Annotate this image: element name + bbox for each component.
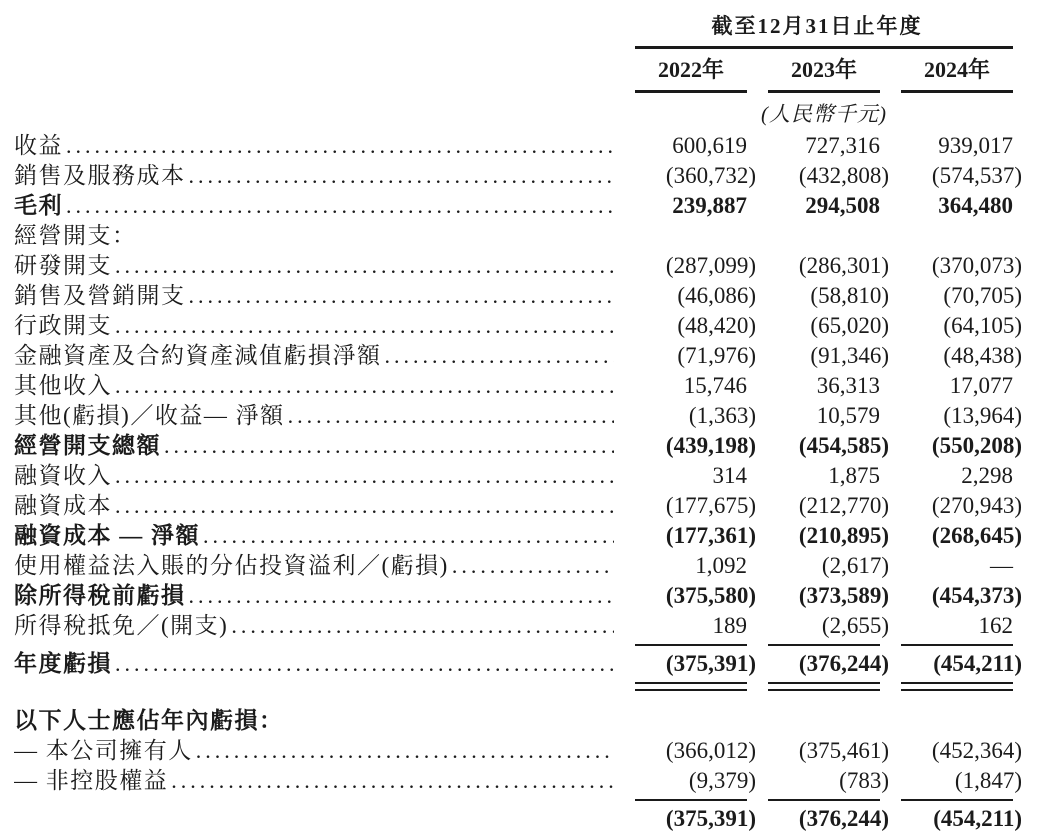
- row-value: (454,211): [933, 806, 1022, 831]
- row-label-text: 銷售及服務成本: [14, 163, 186, 188]
- row-value: (366,012): [665, 738, 756, 763]
- label-column-spacer: [14, 49, 614, 93]
- table-row: [14, 281, 1022, 311]
- row-value: (177,675): [665, 493, 756, 518]
- double-rule: [635, 682, 747, 691]
- row-value: (13,964): [943, 403, 1022, 428]
- row-label: [14, 461, 614, 491]
- dot-leader: [112, 461, 614, 491]
- row-label: [14, 581, 614, 611]
- row-value: (48,438): [943, 343, 1022, 368]
- dot-leader: [186, 161, 615, 191]
- row-label: [14, 341, 614, 371]
- row-value: 1,092: [695, 553, 747, 578]
- row-value: (177,361): [665, 523, 756, 548]
- row-value: (375,580): [665, 583, 756, 608]
- row-value: (373,589): [798, 583, 889, 608]
- row-label-text: — 非控股權益: [14, 768, 169, 793]
- row-value: (58,810): [810, 283, 889, 308]
- dot-leader: [112, 311, 614, 341]
- year-column-2022: 2022年: [635, 49, 747, 93]
- row-value: (286,301): [798, 253, 889, 278]
- row-value: (432,808): [798, 163, 889, 188]
- row-value: 2,298: [961, 463, 1013, 488]
- row-value: (46,086): [677, 283, 756, 308]
- row-value: (48,420): [677, 313, 756, 338]
- currency-note: (人民幣千元): [761, 102, 887, 126]
- dot-leader: [112, 251, 614, 281]
- row-label-text: 收益: [14, 133, 63, 158]
- dot-leader: [63, 131, 614, 161]
- dot-leader: [200, 521, 614, 551]
- row-label-text: 使用權益法入賬的分佔投資溢利／(虧損): [14, 553, 449, 578]
- row-value: (370,073): [931, 253, 1022, 278]
- dot-leader: [186, 581, 615, 611]
- row-value: 10,579: [816, 403, 880, 428]
- row-value: (1,363): [688, 403, 756, 428]
- dot-leader: [168, 766, 614, 796]
- dot-leader: [193, 736, 614, 766]
- row-label-text: 毛利: [14, 193, 63, 218]
- row-value: (64,105): [943, 313, 1022, 338]
- row-label-text: 行政開支: [14, 313, 112, 338]
- single-rule: [901, 644, 1013, 646]
- dot-leader: [63, 191, 614, 221]
- row-value: (454,211): [933, 651, 1022, 676]
- row-label-text: 除所得稅前虧損: [14, 583, 186, 608]
- table-row: [14, 706, 1013, 736]
- row-value: (454,585): [798, 433, 889, 458]
- row-value: (71,976): [677, 343, 756, 368]
- table-row: [14, 461, 1013, 491]
- single-rule: [768, 799, 880, 801]
- row-value: 294,508: [805, 193, 880, 218]
- dot-leader: [449, 551, 614, 581]
- row-label-text: 銷售及營銷開支: [14, 283, 186, 308]
- row-label-text: — 本公司擁有人: [14, 738, 193, 763]
- row-value: 727,316: [805, 133, 880, 158]
- row-value: (2,617): [821, 553, 889, 578]
- table-row: [14, 371, 1013, 401]
- year-column-2023: 2023年: [768, 49, 880, 93]
- table-row: [14, 551, 1013, 581]
- row-label: [14, 491, 614, 521]
- row-label: [14, 521, 614, 551]
- dot-leader: [186, 281, 615, 311]
- row-label: [14, 251, 614, 281]
- table-row: [14, 191, 1013, 221]
- row-value: 239,887: [672, 193, 747, 218]
- dot-leader: [228, 611, 614, 641]
- table-body: [14, 131, 1022, 836]
- row-label: [14, 161, 614, 191]
- row-label-text: 其他收入: [14, 373, 112, 398]
- row-value: (550,208): [931, 433, 1022, 458]
- rule-row: [14, 644, 1013, 646]
- row-value: (70,705): [943, 283, 1022, 308]
- row-label: [14, 649, 614, 679]
- dot-leader: [285, 401, 614, 431]
- table-row: [14, 341, 1022, 371]
- dot-leader: [112, 649, 614, 679]
- row-value: (287,099): [665, 253, 756, 278]
- single-rule: [635, 644, 747, 646]
- table-row: [14, 131, 1013, 161]
- row-value: (375,391): [665, 806, 756, 831]
- row-label: [14, 706, 614, 736]
- rule-row: [14, 799, 1013, 801]
- row-value: (268,645): [931, 523, 1022, 548]
- table-row: [14, 766, 1022, 796]
- row-value: (376,244): [798, 806, 889, 831]
- row-value: 600,619: [672, 133, 747, 158]
- row-value: 364,480: [938, 193, 1013, 218]
- row-value: 162: [978, 613, 1013, 638]
- row-value: (1,847): [954, 768, 1022, 793]
- row-label-text: 年度虧損: [14, 651, 112, 676]
- table-row: [14, 221, 1013, 251]
- row-label: [14, 401, 614, 431]
- row-label-text: 金融資產及合約資產減值虧損淨額: [14, 343, 382, 368]
- row-label: [14, 736, 614, 766]
- rule-row-spacer: [14, 644, 614, 646]
- row-label: [14, 551, 614, 581]
- table-row: [14, 804, 1022, 834]
- row-value: (91,346): [810, 343, 889, 368]
- section-gap: [14, 694, 1013, 706]
- row-value: (454,373): [931, 583, 1022, 608]
- row-label: [14, 131, 614, 161]
- row-value: (2,655): [821, 613, 889, 638]
- row-label-text: 經營開支總額: [14, 433, 161, 458]
- table-row: [14, 251, 1022, 281]
- row-label: [14, 311, 614, 341]
- table-row: [14, 611, 1013, 641]
- dot-leader: [161, 431, 614, 461]
- row-value: (270,943): [931, 493, 1022, 518]
- double-rule: [901, 682, 1013, 691]
- row-label-text: 融資成本: [14, 493, 112, 518]
- row-label-text: 所得稅抵免／(開支): [14, 613, 229, 638]
- row-label-text: 融資成本 — 淨額: [14, 523, 200, 548]
- table-row: [14, 311, 1022, 341]
- row-value: (210,895): [798, 523, 889, 548]
- row-label: [14, 191, 614, 221]
- row-value: (375,461): [798, 738, 889, 763]
- period-header: 截至12月31日止年度: [711, 14, 923, 38]
- rule-row: [14, 682, 1013, 691]
- row-label: [14, 431, 614, 461]
- row-value: (9,379): [688, 768, 756, 793]
- row-value: (574,537): [931, 163, 1022, 188]
- row-label: [14, 611, 614, 641]
- rule-row-spacer: [14, 682, 614, 691]
- row-label: [14, 371, 614, 401]
- table-row: [14, 161, 1022, 191]
- row-value: 314: [712, 463, 747, 488]
- row-value: —: [990, 553, 1013, 578]
- row-label: [14, 221, 614, 251]
- row-value: 939,017: [938, 133, 1013, 158]
- row-label: [14, 766, 614, 796]
- table-row: [14, 431, 1022, 461]
- row-value: (452,364): [931, 738, 1022, 763]
- row-value: 189: [712, 613, 747, 638]
- row-value: (360,732): [665, 163, 756, 188]
- table-row: [14, 649, 1022, 679]
- row-value: (376,244): [798, 651, 889, 676]
- row-label: [14, 281, 614, 311]
- row-value: (439,198): [665, 433, 756, 458]
- row-value: (65,020): [810, 313, 889, 338]
- rule-row-spacer: [14, 799, 614, 801]
- year-header-row: [14, 49, 1013, 93]
- row-label-text: 以下人士應佔年內虧損：: [14, 708, 284, 733]
- row-value: 15,746: [683, 373, 747, 398]
- table-row: [14, 401, 1022, 431]
- table-row: [14, 581, 1022, 611]
- row-label-text: 經營開支：: [14, 223, 137, 248]
- dot-leader: [112, 371, 614, 401]
- dot-leader: [112, 491, 614, 521]
- table-row: [14, 736, 1022, 766]
- single-rule: [901, 799, 1013, 801]
- year-column-2024: 2024年: [901, 49, 1013, 93]
- row-value: 1,875: [828, 463, 880, 488]
- row-label-text: 融資收入: [14, 463, 112, 488]
- single-rule: [635, 799, 747, 801]
- dot-leader: [382, 341, 615, 371]
- row-value: 17,077: [949, 373, 1013, 398]
- single-rule: [768, 644, 880, 646]
- row-label-text: 其他(虧損)／收益— 淨額: [14, 403, 285, 428]
- row-value: 36,313: [816, 373, 880, 398]
- row-value: (212,770): [798, 493, 889, 518]
- row-label-text: 研發開支: [14, 253, 112, 278]
- row-value: (783): [839, 768, 889, 793]
- table-row: [14, 521, 1022, 551]
- row-value: (375,391): [665, 651, 756, 676]
- double-rule: [768, 682, 880, 691]
- table-row: [14, 491, 1022, 521]
